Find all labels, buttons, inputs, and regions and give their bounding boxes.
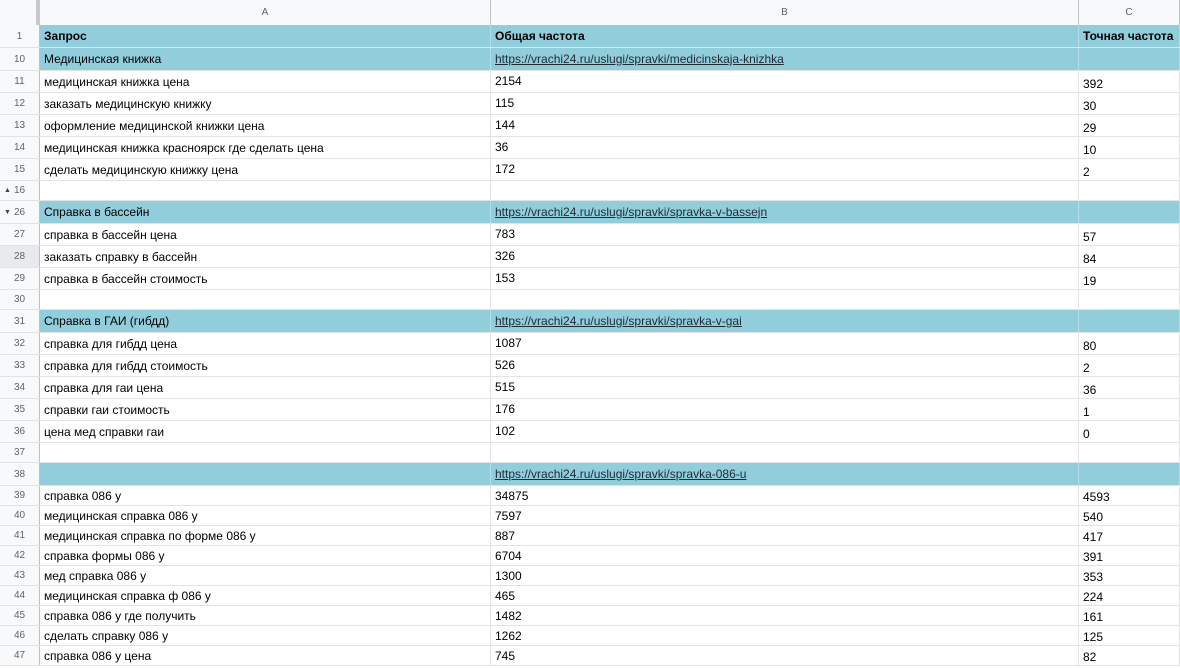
row-number[interactable]: [0, 310, 40, 332]
cell-c[interactable]: [1079, 201, 1180, 223]
header-row: [0, 25, 1180, 48]
cell-a[interactable]: [40, 115, 491, 136]
table-row: [0, 224, 1180, 246]
table-row: [0, 626, 1180, 646]
cell-b[interactable]: [491, 377, 1079, 398]
row-number[interactable]: [0, 566, 40, 585]
cell-c[interactable]: [1079, 606, 1180, 625]
cell-a[interactable]: [40, 290, 491, 309]
cell-text: 1482: [495, 609, 522, 623]
table-row: [0, 115, 1180, 137]
cell-text: 153: [495, 271, 516, 285]
table-row: [0, 181, 1180, 201]
cell-a[interactable]: [40, 268, 491, 289]
cell-b[interactable]: [491, 355, 1079, 376]
cell-c[interactable]: [1079, 443, 1180, 462]
cell-text: справка для гибдд цена: [44, 336, 178, 351]
cell-text: 392: [1083, 77, 1104, 91]
cell-text: 326: [495, 249, 516, 263]
cell-a[interactable]: [40, 159, 491, 180]
section-row: [0, 310, 1180, 333]
row-number[interactable]: [0, 586, 40, 605]
cell-a[interactable]: [40, 566, 491, 585]
cell-b[interactable]: [491, 526, 1079, 545]
cell-text: 7597: [495, 509, 522, 523]
cell-text: 36: [1083, 383, 1097, 397]
cell-text: 515: [495, 380, 516, 394]
table-row: [0, 71, 1180, 93]
cell-b[interactable]: [491, 201, 1079, 223]
cell-text: медицинская книжка красноярск где сделать цена: [44, 140, 324, 155]
cell-text: медицинская справка по форме 086 у: [44, 528, 256, 543]
cell-b[interactable]: [491, 181, 1079, 200]
cell-text: 80: [1083, 339, 1097, 353]
row-number[interactable]: [0, 246, 40, 267]
cell-c[interactable]: [1079, 71, 1180, 92]
cell-text: мед справка 086 у: [44, 568, 147, 583]
row-number-label: 10: [13, 53, 26, 65]
cell-a[interactable]: [40, 201, 491, 223]
cell-text: справка 086 у: [44, 488, 122, 503]
row-number-label: 28: [13, 251, 26, 262]
cell-c[interactable]: [1079, 246, 1180, 267]
cell-c[interactable]: [1079, 159, 1180, 180]
row-number-label: 16: [13, 185, 26, 196]
cell-text: сделать медицинскую книжку цена: [44, 162, 239, 177]
cell-text: 417: [1083, 530, 1104, 544]
cell-a[interactable]: [40, 93, 491, 114]
table-row: [0, 355, 1180, 377]
cell-b[interactable]: [491, 586, 1079, 605]
cell-b[interactable]: [491, 421, 1079, 442]
cell-b[interactable]: [491, 443, 1079, 462]
cell-b[interactable]: [491, 333, 1079, 354]
cell-text: сделать справку 086 у: [44, 628, 169, 643]
cell-c[interactable]: [1079, 115, 1180, 136]
row-number[interactable]: [0, 399, 40, 420]
table-row: [0, 137, 1180, 159]
row-number-label: 42: [13, 550, 26, 561]
table-row: [0, 93, 1180, 115]
cell-a[interactable]: [40, 606, 491, 625]
cell-c[interactable]: [1079, 181, 1180, 200]
row-number[interactable]: [0, 181, 40, 200]
url-link[interactable]: https://vrachi24.ru/uslugi/spravki/spravka-v-gai: [495, 314, 742, 328]
row-number-label: 34: [13, 382, 26, 393]
cell-b[interactable]: [491, 310, 1079, 332]
row-number-label: 29: [13, 273, 26, 284]
cell-text: медицинская справка ф 086 у: [44, 588, 211, 603]
cell-b[interactable]: [491, 546, 1079, 565]
cell-text: Справка в ГАИ (гибдд): [44, 314, 170, 328]
cell-c[interactable]: [1079, 526, 1180, 545]
url-link[interactable]: https://vrachi24.ru/uslugi/spravki/spravka-086-u: [495, 467, 747, 481]
table-row: [0, 268, 1180, 290]
row-number-label: 26: [13, 206, 26, 218]
cell-c[interactable]: [1079, 486, 1180, 505]
table-row: [0, 443, 1180, 463]
row-number[interactable]: [0, 25, 40, 47]
cell-text: 2: [1083, 361, 1090, 375]
row-number[interactable]: [0, 546, 40, 565]
row-number-label: 12: [13, 98, 26, 109]
cell-a[interactable]: [40, 224, 491, 245]
cell-text: цена мед справки гаи: [44, 424, 165, 439]
table-row: [0, 526, 1180, 546]
cell-b[interactable]: [491, 224, 1079, 245]
cell-text: 115: [495, 96, 515, 110]
table-row: [0, 586, 1180, 606]
cell-text: справка в бассейн стоимость: [44, 271, 208, 286]
cell-text: Общая частота: [495, 29, 585, 43]
cell-a[interactable]: [40, 137, 491, 158]
row-number[interactable]: [0, 606, 40, 625]
cell-c[interactable]: [1079, 310, 1180, 332]
row-number[interactable]: [0, 48, 40, 70]
cell-a[interactable]: [40, 399, 491, 420]
cell-text: заказать медицинскую книжку: [44, 96, 212, 111]
cell-text: справка для гаи цена: [44, 380, 164, 395]
cell-text: 19: [1083, 274, 1097, 288]
column-header-b[interactable]: B: [491, 0, 1079, 25]
section-row: [0, 201, 1180, 224]
cell-text: 102: [495, 424, 516, 438]
cell-a[interactable]: [40, 310, 491, 332]
cell-a[interactable]: [40, 48, 491, 70]
select-all-corner[interactable]: [0, 0, 40, 25]
cell-text: 783: [495, 227, 516, 241]
cell-text: 30: [1083, 99, 1097, 113]
cell-text: 125: [1083, 630, 1104, 644]
row-number-label: 45: [13, 610, 26, 621]
cell-b[interactable]: [491, 246, 1079, 267]
cell-c[interactable]: [1079, 268, 1180, 289]
cell-b[interactable]: [491, 626, 1079, 645]
cell-text: заказать справку в бассейн: [44, 249, 198, 264]
url-link[interactable]: https://vrachi24.ru/uslugi/spravki/spravka-v-bassejn: [495, 205, 768, 219]
cell-c[interactable]: [1079, 137, 1180, 158]
table-row: [0, 646, 1180, 666]
row-number-label: 14: [13, 142, 26, 153]
cell-text: Запрос: [44, 29, 87, 43]
cell-c[interactable]: [1079, 224, 1180, 245]
cell-c[interactable]: [1079, 646, 1180, 665]
row-number[interactable]: [0, 626, 40, 645]
cell-text: 1: [1083, 405, 1090, 419]
table-row: [0, 566, 1180, 586]
cell-text: 1300: [495, 569, 522, 583]
cell-text: 144: [495, 118, 516, 132]
cell-b[interactable]: [491, 48, 1079, 70]
row-number[interactable]: [0, 506, 40, 525]
column-header-bar: [0, 0, 1180, 26]
cell-text: 224: [1083, 590, 1104, 604]
cell-c[interactable]: [1079, 421, 1180, 442]
cell-text: 10: [1083, 143, 1097, 157]
cell-text: 161: [1083, 610, 1104, 624]
cell-a[interactable]: [40, 586, 491, 605]
row-number-label: 36: [13, 426, 26, 437]
row-number-label: 31: [13, 315, 26, 327]
cell-b[interactable]: [491, 606, 1079, 625]
table-row: [0, 506, 1180, 526]
cell-text: медицинская книжка цена: [44, 74, 190, 89]
cell-text: 391: [1083, 550, 1104, 564]
row-number[interactable]: [0, 646, 40, 665]
row-number[interactable]: [0, 115, 40, 136]
row-number-label: 47: [13, 650, 26, 661]
row-number-label: 35: [13, 404, 26, 415]
url-link[interactable]: https://vrachi24.ru/uslugi/spravki/medicinskaja-knizhka: [495, 52, 784, 66]
cell-b[interactable]: [491, 463, 1079, 485]
cell-a[interactable]: [40, 546, 491, 565]
row-number-label: 33: [13, 360, 26, 371]
cell-a[interactable]: [40, 626, 491, 645]
cell-text: 353: [1083, 570, 1104, 584]
table-row: [0, 546, 1180, 566]
cell-a[interactable]: [40, 443, 491, 462]
row-number[interactable]: [0, 201, 40, 223]
group-collapse-icon[interactable]: ▼: [4, 208, 11, 216]
cell-text: 176: [495, 402, 516, 416]
cell-b[interactable]: [491, 268, 1079, 289]
cell-b[interactable]: [491, 137, 1079, 158]
cell-c[interactable]: [1079, 399, 1180, 420]
cell-text: 4593: [1083, 490, 1110, 504]
cell-b[interactable]: [491, 25, 1079, 47]
cell-b[interactable]: [491, 71, 1079, 92]
cell-a[interactable]: [40, 246, 491, 267]
row-number[interactable]: [0, 159, 40, 180]
cell-b[interactable]: [491, 646, 1079, 665]
cell-text: 745: [495, 649, 516, 663]
cell-a[interactable]: [40, 646, 491, 665]
row-number-label: 13: [13, 120, 26, 131]
row-number[interactable]: [0, 71, 40, 92]
cell-a[interactable]: [40, 377, 491, 398]
cell-text: справка 086 у где получить: [44, 608, 196, 623]
cell-c[interactable]: [1079, 355, 1180, 376]
row-number[interactable]: [0, 421, 40, 442]
cell-b[interactable]: [491, 290, 1079, 309]
table-row: [0, 606, 1180, 626]
cell-text: Медицинская книжка: [44, 52, 162, 66]
cell-text: 82: [1083, 650, 1097, 664]
cell-c[interactable]: [1079, 586, 1180, 605]
cell-text: 526: [495, 358, 516, 372]
cell-c[interactable]: [1079, 566, 1180, 585]
row-number[interactable]: [0, 526, 40, 545]
cell-c[interactable]: [1079, 546, 1180, 565]
cell-text: справка в бассейн цена: [44, 227, 177, 242]
cell-text: медицинская справка 086 у: [44, 508, 198, 523]
row-number-label: 38: [13, 468, 26, 480]
cell-text: справки гаи стоимость: [44, 402, 170, 417]
cell-a[interactable]: [40, 181, 491, 200]
cell-a[interactable]: [40, 463, 491, 485]
table-row: [0, 159, 1180, 181]
row-number-label: 15: [13, 164, 26, 175]
row-number[interactable]: [0, 377, 40, 398]
cell-b[interactable]: [491, 486, 1079, 505]
cell-text: Справка в бассейн: [44, 205, 150, 219]
cell-text: Точная частота: [1083, 29, 1174, 43]
cell-a[interactable]: [40, 421, 491, 442]
row-number[interactable]: [0, 463, 40, 485]
cell-text: справка формы 086 у: [44, 548, 165, 563]
cell-text: 34875: [495, 489, 529, 503]
cell-b[interactable]: [491, 159, 1079, 180]
row-number[interactable]: [0, 486, 40, 505]
cell-c[interactable]: [1079, 290, 1180, 309]
row-number[interactable]: [0, 443, 40, 462]
row-number-label: 27: [13, 229, 26, 240]
row-container: [0, 25, 1180, 666]
table-row: [0, 246, 1180, 268]
cell-text: 36: [495, 140, 509, 154]
table-row: [0, 333, 1180, 355]
cell-a[interactable]: [40, 486, 491, 505]
cell-text: 29: [1083, 121, 1097, 135]
cell-text: 172: [495, 162, 516, 176]
row-number[interactable]: [0, 333, 40, 354]
cell-b[interactable]: [491, 566, 1079, 585]
row-number-label: 41: [13, 530, 26, 541]
section-row: [0, 48, 1180, 71]
cell-c[interactable]: [1079, 333, 1180, 354]
cell-a[interactable]: [40, 25, 491, 47]
cell-a[interactable]: [40, 526, 491, 545]
group-expand-icon[interactable]: ▲: [4, 187, 11, 194]
table-row: [0, 486, 1180, 506]
cell-b[interactable]: [491, 506, 1079, 525]
row-number[interactable]: [0, 224, 40, 245]
row-number-label: 39: [13, 490, 26, 501]
row-number[interactable]: [0, 355, 40, 376]
cell-a[interactable]: [40, 506, 491, 525]
row-number-label: 40: [13, 510, 26, 521]
row-number-label: 46: [13, 630, 26, 641]
table-row: [0, 399, 1180, 421]
cell-text: 540: [1083, 510, 1104, 524]
cell-text: справка 086 у цена: [44, 648, 152, 663]
cell-text: 465: [495, 589, 516, 603]
cell-text: 887: [495, 529, 516, 543]
cell-c[interactable]: [1079, 48, 1180, 70]
row-number-label: 43: [13, 570, 26, 581]
cell-b[interactable]: [491, 399, 1079, 420]
cell-c[interactable]: [1079, 377, 1180, 398]
row-number-label: 30: [13, 294, 26, 305]
table-row: [0, 421, 1180, 443]
cell-text: 1262: [495, 629, 522, 643]
row-number-label: 1: [16, 30, 23, 42]
cell-a[interactable]: [40, 71, 491, 92]
cell-text: 2: [1083, 165, 1090, 179]
row-number-label: 32: [13, 338, 26, 349]
row-number-label: 11: [14, 76, 25, 87]
cell-text: 0: [1083, 427, 1090, 441]
row-number-label: 44: [13, 590, 26, 601]
cell-text: оформление медицинской книжки цена: [44, 118, 265, 133]
column-header-c[interactable]: C: [1079, 0, 1180, 25]
cell-c[interactable]: [1079, 506, 1180, 525]
cell-a[interactable]: [40, 355, 491, 376]
row-number[interactable]: [0, 137, 40, 158]
section-row: [0, 463, 1180, 486]
cell-c[interactable]: [1079, 463, 1180, 485]
cell-text: 1087: [495, 336, 522, 350]
cell-text: справка для гибдд стоимость: [44, 358, 208, 373]
cell-b[interactable]: [491, 93, 1079, 114]
cell-c[interactable]: [1079, 25, 1180, 47]
cell-a[interactable]: [40, 333, 491, 354]
cell-text: 84: [1083, 252, 1097, 266]
cell-text: 6704: [495, 549, 522, 563]
row-number-label: 37: [13, 447, 26, 458]
cell-text: 57: [1083, 230, 1097, 244]
row-number[interactable]: [0, 93, 40, 114]
row-number[interactable]: [0, 268, 40, 289]
cell-c[interactable]: [1079, 93, 1180, 114]
table-row: [0, 290, 1180, 310]
cell-c[interactable]: [1079, 626, 1180, 645]
cell-b[interactable]: [491, 115, 1079, 136]
column-header-a[interactable]: A: [40, 0, 491, 25]
cell-text: 2154: [495, 74, 522, 88]
row-number[interactable]: [0, 290, 40, 309]
table-row: [0, 377, 1180, 399]
